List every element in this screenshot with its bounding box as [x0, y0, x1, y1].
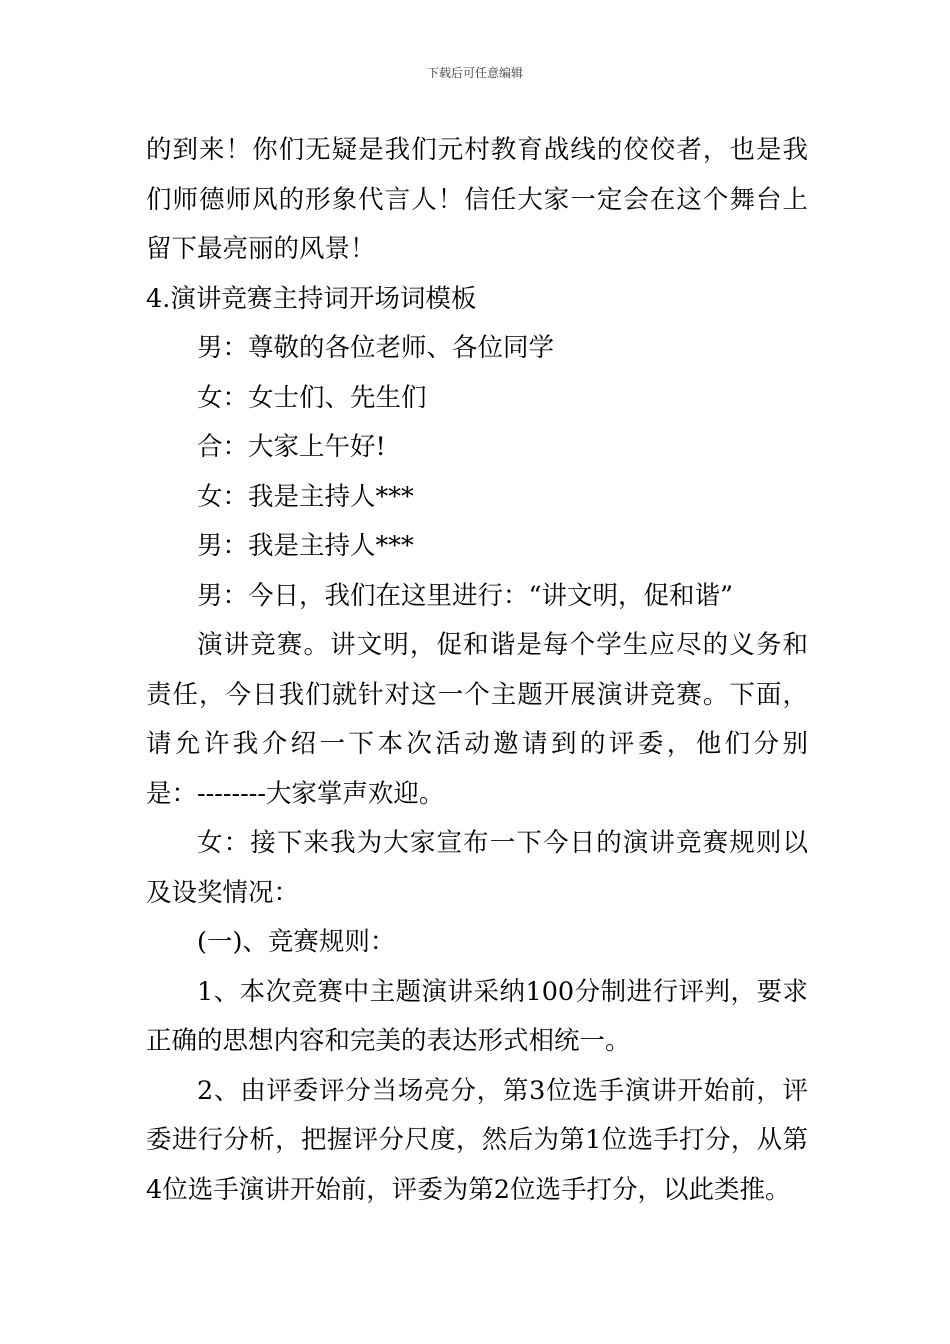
body-line-3: 留下最亮丽的风景！ — [146, 234, 376, 264]
dialogue-line-together: 合：大家上午好! — [197, 432, 386, 462]
rule-2-line-1: 2、由评委评分当场亮分，第3位选手演讲开始前，评 — [197, 1075, 808, 1106]
dialogue-line-female-greeting: 女：女士们、先生们 — [197, 382, 427, 413]
rule-2-line-3: 4位选手演讲开始前，评委为第2位选手打分，以此类推。 — [146, 1174, 791, 1205]
rule-1-line-1: 1、本次竞赛中主题演讲采纳100分制进行评判，要求 — [197, 976, 808, 1007]
rules-subheading: (一)、竞赛规则： — [197, 927, 396, 957]
document-body — [146, 126, 808, 1215]
dialogue-line-male-greeting: 男：尊敬的各位老师、各位同学 — [197, 333, 555, 363]
dialogue-line-male-host: 男：我是主持人*** — [197, 531, 414, 561]
rule-1-line-2: 正确的思想内容和完美的表达形式相统一。 — [146, 1026, 631, 1056]
page-header-note: 下载后可任意编辑 — [426, 66, 523, 80]
body-line-14: 是：--------大家掌声欢迎。 — [146, 778, 445, 809]
body-line-15: 女：接下来我为大家宣布一下今日的演讲竞赛规则以 — [197, 828, 808, 858]
body-line-13: 请允许我介绍一下本次活动邀请到的评委，他们分别 — [146, 729, 808, 759]
dialogue-line-male-intro: 男：今日，我们在这里进行：“讲文明，促和谐” — [197, 580, 734, 611]
rule-2-line-2: 委进行分析，把握评分尺度，然后为第1位选手打分，从第 — [146, 1125, 808, 1155]
dialogue-line-female-host: 女：我是主持人*** — [197, 481, 414, 512]
section-heading: 4.演讲竞赛主持词开场词模板 — [146, 283, 477, 314]
body-line-1: 的到来！你们无疑是我们元村教育战线的佼佼者，也是我 — [146, 135, 808, 165]
body-line-12: 责任，今日我们就针对这一个主题开展演讲竞赛。下面， — [146, 679, 808, 710]
body-line-11: 演讲竞赛。讲文明，促和谐是每个学生应尽的义务和 — [197, 630, 808, 660]
body-line-16: 及设奖情况： — [146, 877, 300, 908]
body-line-2: 们师德师风的形象代言人！信任大家一定会在这个舞台上 — [146, 184, 808, 215]
